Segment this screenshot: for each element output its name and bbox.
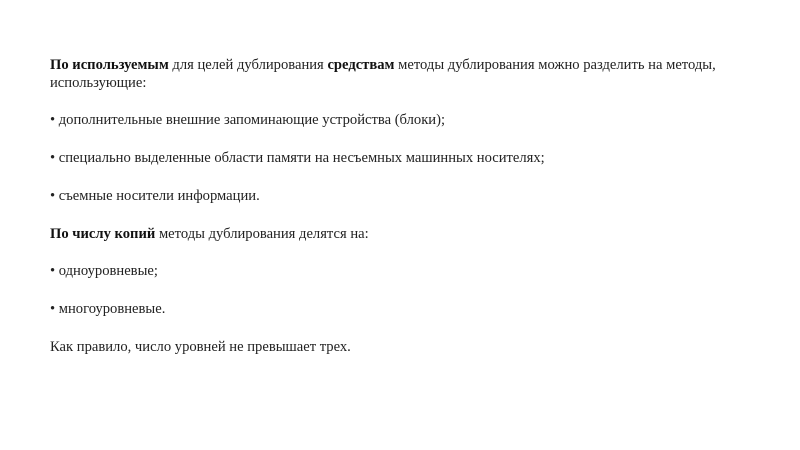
closing-sentence: Как правило, число уровней не превышает трех. <box>50 339 351 355</box>
text-segment: для целей дублирования <box>168 57 328 73</box>
bullet-item-multi-level: • многоуровневые. <box>50 301 166 317</box>
text-segment: методы дублирования делятся на: <box>155 226 369 242</box>
paragraph-by-copies <box>50 225 750 243</box>
paragraph-by-means <box>50 56 750 92</box>
bullet-item-single-level: • одноуровневые; <box>50 263 158 279</box>
bullet-item-external-devices: • дополнительные внешние запоминающие устройства (блоки); <box>50 112 446 128</box>
text-segment: методы дублирования можно разделить на методы, использующие: <box>50 57 716 91</box>
bold-term-by-used: По используемым <box>50 57 169 73</box>
bold-term-by-copies: По числу копий <box>50 226 156 242</box>
bold-term-means: средствам <box>327 57 395 73</box>
bullet-item-memory-areas: • специально выделенные области памяти на несъемных машинных носителях; <box>50 150 545 166</box>
slide-content <box>50 56 750 375</box>
bullet-item-removable-media: • съемные носители информации. <box>50 188 260 204</box>
